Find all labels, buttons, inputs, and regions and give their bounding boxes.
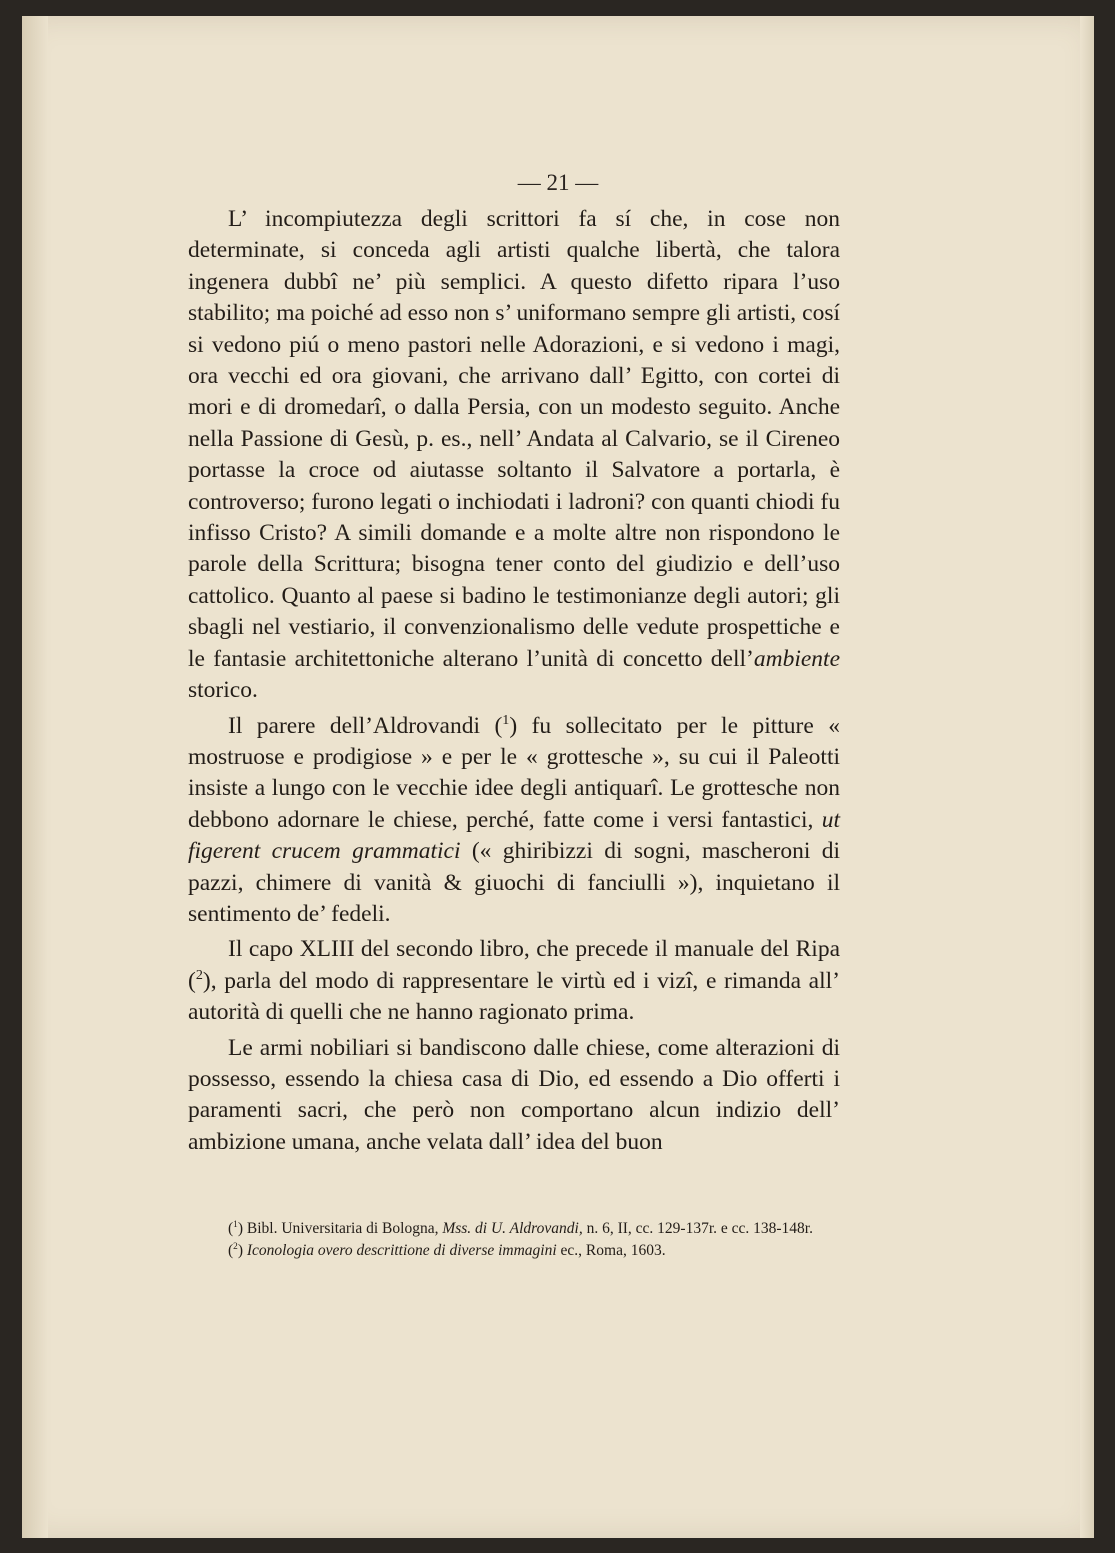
paragraph-3 <box>188 934 840 1028</box>
footnote-1: ($^1$) Bibl. Universitaria di Bologna, Mss. di U. Aldrovandi, n. 6, II, cc. 129-137r. e cc. 138-148r. <box>228 1219 813 1237</box>
paragraph-1-end: storico. <box>188 677 258 704</box>
page-edge <box>1080 16 1094 1538</box>
paragraph-2-italic: ut figerent crucem grammatici <box>188 806 840 865</box>
paragraph-2 <box>188 711 840 931</box>
paragraph-1-italic: ambiente <box>753 645 840 672</box>
footnote-1-text: Bibl. Universitaria di Bologna, <box>243 1220 443 1237</box>
footnote-1-italic: Mss. di U. Aldrovandi, <box>442 1220 583 1237</box>
page-number: — 21 — <box>517 170 599 195</box>
body-text <box>188 204 840 1158</box>
footnote-1-end: n. 6, II, cc. 129-137r. e cc. 138-148r. <box>582 1220 813 1237</box>
paragraph-3-text: Il capo XLIII del secondo libro, che precede il manuale del Ripa ( <box>188 936 840 994</box>
footnote-2-end: ec., Roma, 1603. <box>556 1242 666 1259</box>
paragraph-1 <box>188 204 840 707</box>
paragraph-2-middle: ) fu sollecitato per le pitture « mostruose e prodigiose » e per le « grottesche », su cui il Paleotti insiste a lungo con le vecchie idee degli antiquarî. Le grottesche non debbono adornare le chiese, perché, fatte come i versi fantastici, <box>188 712 840 833</box>
footnote-2: ($^2$) Iconologia overo descrittione di diverse immagini ec., Roma, 1603. <box>228 1241 666 1259</box>
paragraph-2-text: Il parere dell’Aldrovandi ( <box>228 712 503 739</box>
paragraph-2-end: (« ghiribizzi di sogni, mascheroni di pazzi, chimere di vanità & giuochi di fanciulli »), inquietano il sentimento de’ fedeli. <box>188 838 841 927</box>
footnote-2-italic: Iconologia overo descrittione di diverse immagini <box>246 1242 557 1259</box>
book-page <box>22 16 1094 1538</box>
footnotes <box>188 1218 848 1262</box>
page-gutter <box>22 16 48 1538</box>
footnote-2-mark: 2 <box>233 1241 238 1252</box>
footnote-1-mark: 1 <box>233 1219 238 1230</box>
footnote-ref-1: 1 <box>502 711 510 728</box>
paragraph-1-text: L’ incompiutezza degli scrittori fa sí che, in cose non determinate, si conceda agli artisti qualche libertà, che talora ingenera dubbî ne’ più semplici. A questo difetto ripara l’uso stabilito; ma poiché ad esso non s’ uniformano sempre gli artisti, cosí si vedono piú o meno pastori nelle Adorazioni, e si vedono i magi, ora vecchi ed ora giovani, che arrivano dall’ Egitto, con cortei di mori e di dromedarî, o dalla Persia, con un modesto seguito. Anche nella Passione di Gesù, p. es., nell’ Andata al Calvario, se il Cireneo portasse la croce od aiutasse soltanto il Salvatore a portarla, è controverso; furono legati o inchiodati i ladroni? con quanti chiodi fu infisso Cristo? A simili domande e a molte altre non rispondono le parole della Scrittura; bisogna tener conto del giudizio e dell’uso cattolico. Quanto al paese si badino le testimonianze degli autori; gli sbagli nel vestiario, il convenzionalismo delle vedute prospettiche e le fantasie architettoniche alterano l’unità di concetto dell’ <box>188 206 840 672</box>
footnote-ref-2: 2 <box>195 966 203 983</box>
paragraph-4: Le armi nobiliari si bandiscono dalle chiese, come alterazioni di possesso, essendo la chiesa casa di Dio, ed essendo a Dio offerti i paramenti sacri, che però non comportano alcun indizio dell’ ambizione umana, anche velata dall’ idea del buon <box>188 1034 840 1155</box>
paragraph-3-end: ), parla del modo di rappresentare le virtù ed i vizî, e rimanda all’ autorità di quelli che ne hanno ragionato prima. <box>188 967 840 1026</box>
